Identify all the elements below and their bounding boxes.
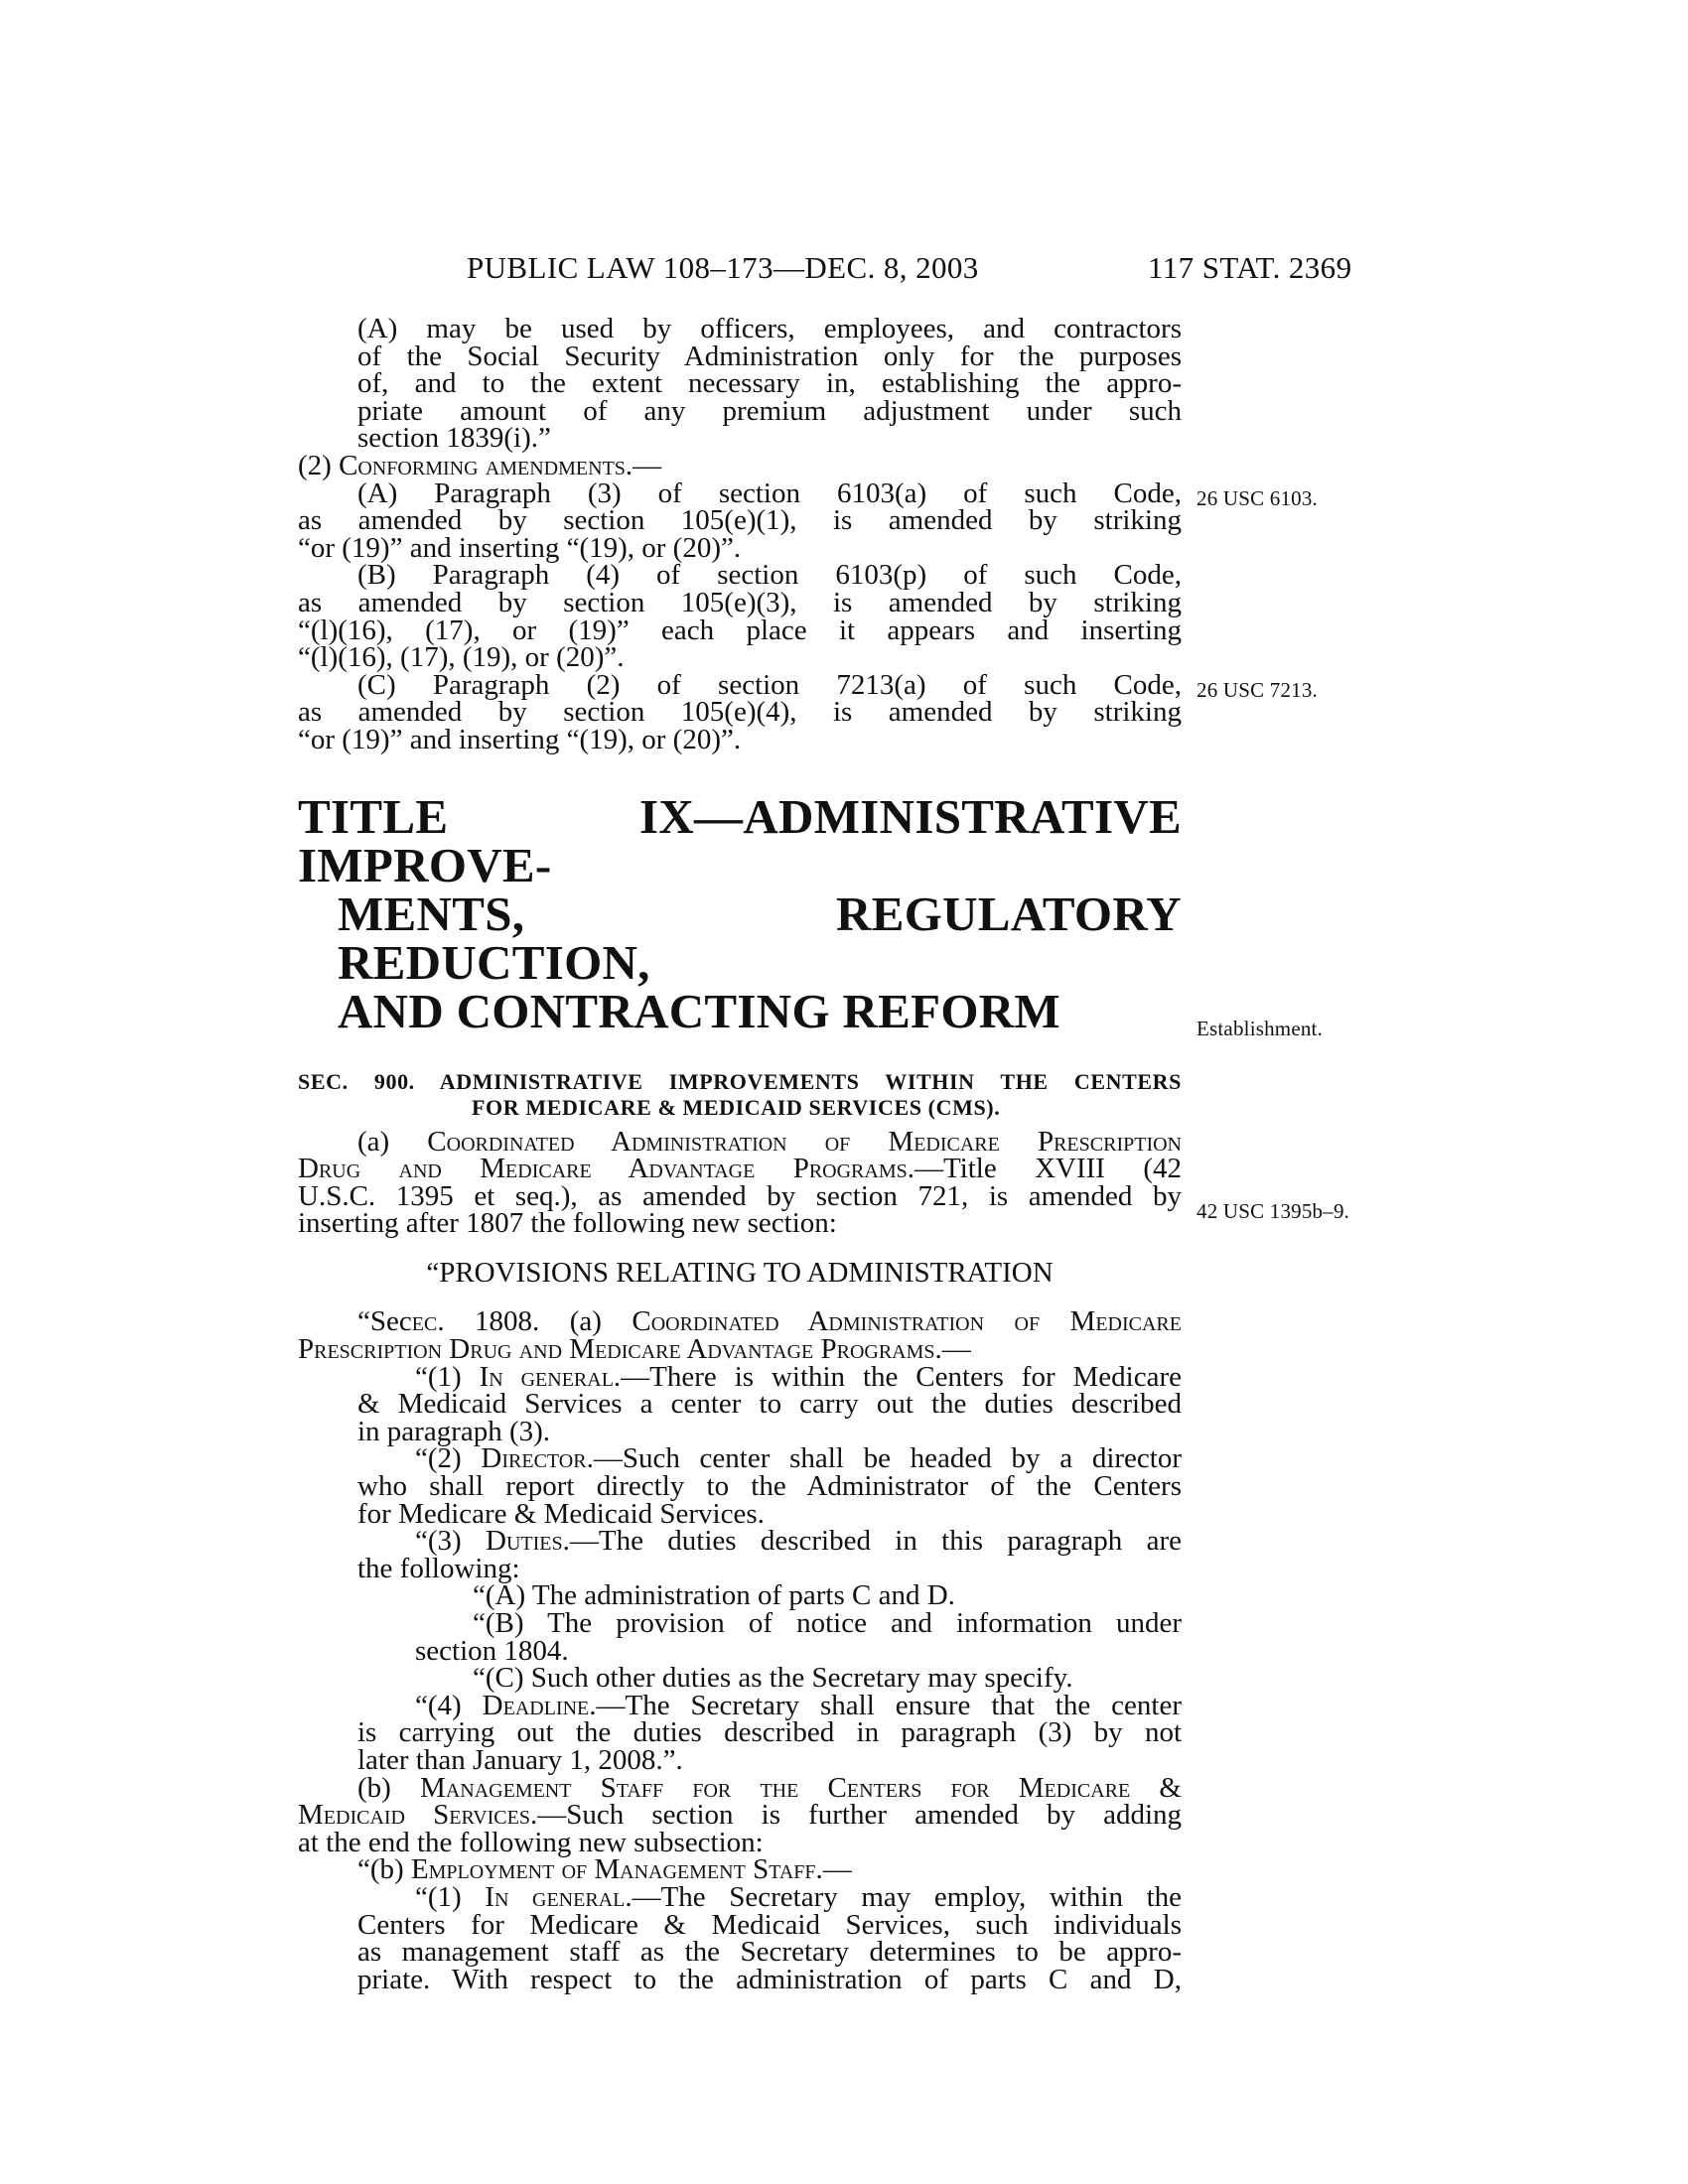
text-run: .—The duties described in this paragraph are (562, 1525, 1182, 1558)
text-line (298, 1853, 1182, 1886)
text-line (298, 1771, 1182, 1804)
text-line: priate amount of any premium adjustment under such (357, 394, 1182, 427)
text-line: “(C) Such other duties as the Secretary may specify. (473, 1662, 1073, 1695)
para-heading-text: In general (485, 1880, 626, 1913)
provisions-heading-text: “PROVISIONS RELATING TO ADMINISTRATION (426, 1256, 1054, 1289)
margin-note: Establishment. (1196, 1017, 1324, 1040)
provisions-heading (298, 1256, 1182, 1289)
text-run: .—The Secretary shall ensure that the center (589, 1689, 1183, 1721)
title-line: TITLE IX—ADMINISTRATIVE IMPROVE- (298, 788, 1182, 892)
text-line: (C) Paragraph (2) of section 7213(a) of such Code, (357, 668, 1182, 701)
heading-dash: .— (815, 1853, 852, 1886)
text-run: . 1808. (a) (437, 1305, 633, 1338)
text-run: .—Such section is further amended by adding (530, 1799, 1183, 1832)
para-number: “(4) (415, 1689, 483, 1721)
subsection-heading: Coordinated Administration of Medicare Prescription (427, 1125, 1182, 1158)
text-run: .— (934, 1333, 971, 1366)
margin-note: 26 USC 7213. (1196, 678, 1319, 702)
text-run: .—Title XVIII (42 (907, 1153, 1182, 1185)
text-line (298, 1153, 1182, 1185)
text-line: (A) may be used by officers, employees, and contractors (357, 313, 1182, 344)
subsection-number: “(b) (357, 1853, 411, 1886)
text-line: inserting after 1807 the following new section: (298, 1207, 837, 1240)
title-line: AND CONTRACTING REFORM (338, 983, 1060, 1038)
subsection-heading: Coordinated Administration of Medicare (632, 1305, 1182, 1338)
subsection-heading: Employment of Management Staff (410, 1853, 816, 1886)
text-line (298, 1525, 1182, 1558)
text-line (298, 1689, 1183, 1721)
text-line: as management staff as the Secretary determines to be appro- (357, 1936, 1182, 1969)
para-heading-text: Duties (486, 1525, 563, 1558)
text-run: ec (411, 1305, 438, 1338)
text-line (298, 1360, 1182, 1393)
text-run: “Sec (357, 1305, 412, 1338)
subsection-number: (b) (357, 1771, 421, 1804)
title-heading (298, 788, 1182, 1038)
subsection-heading: Medicaid Services (298, 1799, 530, 1832)
text-line: for Medicare & Medicaid Services. (357, 1497, 765, 1530)
para-heading-text: Conforming amendments (339, 449, 626, 481)
text-line: as amended by section 105(e)(1), is amended by striking (298, 504, 1182, 537)
text-line: the following: (357, 1552, 520, 1584)
para-heading-text: Director (481, 1442, 587, 1475)
document-body (298, 313, 1183, 1995)
text-line: section 1804. (415, 1634, 569, 1667)
text-run: .—Such center shall be headed by a director (586, 1442, 1183, 1475)
text-line (298, 1333, 1182, 1366)
text-line: as amended by section 105(e)(4), is amended by striking (298, 696, 1182, 729)
section-heading-line: SEC. 900. ADMINISTRATIVE IMPROVEMENTS WITHIN THE CENTERS (298, 1068, 1182, 1094)
subsection-heading: Management Staff for the Centers for Medicare & (420, 1771, 1182, 1804)
section-heading (298, 1069, 1182, 1121)
text-line: “(A) The administration of parts C and D. (473, 1579, 955, 1612)
text-line: “or (19)” and inserting “(19), or (20)”. (298, 723, 742, 755)
text-line: priate. With respect to the administration of parts C and D, (357, 1963, 1182, 1995)
para-number: “(3) (415, 1525, 486, 1558)
text-line: (B) Paragraph (4) of section 6103(p) of such Code, (357, 559, 1182, 592)
text-line: “(B) The provision of notice and information under (473, 1607, 1182, 1639)
para-heading-text: In general (479, 1360, 614, 1393)
text-line: “(l)(16), (17), or (19)” each place it appears and inserting (298, 614, 1182, 646)
text-line: in paragraph (3). (357, 1415, 551, 1447)
text-line: of the Social Security Administration only for the purposes (357, 340, 1182, 372)
text-run: .—There is within the Centers for Medicare (613, 1360, 1182, 1393)
text-line (298, 1125, 1182, 1158)
text-line: “(l)(16), (17), (19), or (20)”. (298, 641, 625, 674)
text-line: is carrying out the duties described in paragraph (3) by not (357, 1716, 1182, 1749)
text-line (298, 1799, 1183, 1832)
text-line: “or (19)” and inserting “(19), or (20)”. (298, 531, 742, 564)
text-line: of, and to the extent necessary in, establishing the appro- (357, 367, 1182, 400)
text-line: later than January 1, 2008.”. (357, 1743, 683, 1776)
text-line: at the end the following new subsection: (298, 1826, 764, 1858)
margin-note: 42 USC 1395b–9. (1196, 1199, 1350, 1223)
subsection-number: (a) (357, 1125, 428, 1158)
text-line: (A) Paragraph (3) of section 6103(a) of such Code, (357, 477, 1182, 509)
text-line (298, 1880, 1182, 1913)
para-number: “(1) (415, 1360, 480, 1393)
subsection-heading: Prescription Drug and Medicare Advantage Programs (298, 1333, 935, 1366)
paragraph-heading (298, 449, 1182, 481)
para-number: “(2) (415, 1442, 482, 1475)
text-line: & Medicaid Services a center to carry out the duties described (357, 1388, 1182, 1421)
subsection-heading: Drug and Medicare Advantage Programs (298, 1153, 908, 1185)
text-line (298, 1442, 1183, 1475)
text-line: who shall report directly to the Administrator of the Centers (357, 1470, 1182, 1503)
running-header-right: 117 STAT. 2369 (1148, 250, 1352, 285)
text-line: Centers for Medicare & Medicaid Services, such individuals (357, 1908, 1182, 1941)
text-line: U.S.C. 1395 et seq.), as amended by section 721, is amended by (298, 1179, 1182, 1212)
heading-dash: .— (625, 449, 662, 481)
para-number: (2) (298, 449, 340, 481)
margin-note: 26 USC 6103. (1196, 486, 1319, 510)
para-heading-text: Deadline (482, 1689, 590, 1721)
section-heading-line: FOR MEDICARE & MEDICAID SERVICES (CMS). (472, 1094, 1001, 1120)
text-run: .—The Secretary may employ, within the (625, 1880, 1182, 1913)
text-line: as amended by section 105(e)(3), is amended by striking (298, 586, 1182, 618)
text-line (298, 1305, 1182, 1338)
title-line: MENTS, REGULATORY REDUCTION, (338, 886, 1182, 990)
para-number: “(1) (415, 1880, 486, 1913)
text-line: section 1839(i).” (357, 422, 551, 455)
running-header-left: PUBLIC LAW 108–173—DEC. 8, 2003 (467, 250, 979, 285)
